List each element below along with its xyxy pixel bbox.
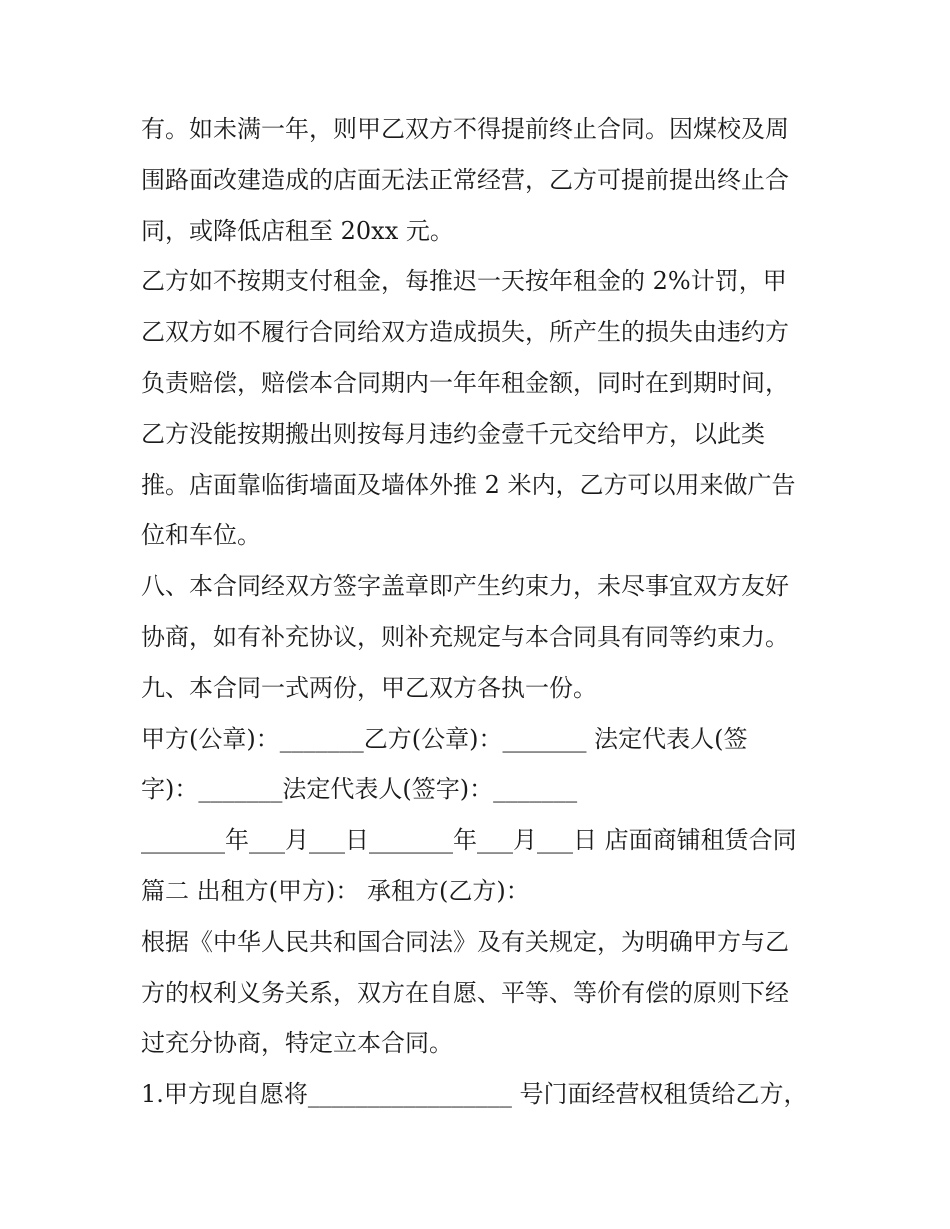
text-line: 推。店面靠临街墙面及墙体外推 2 米内，乙方可以用来做广告 — [141, 470, 796, 499]
clause-1-line: 1.甲方现自愿将_________________ 号门面经营权租赁给乙方， — [141, 1080, 808, 1109]
text-line: 乙双方如不履行合同给双方造成损失，所产生的损失由违约方 — [141, 318, 789, 347]
signature-line: 字)：_______法定代表人(签字)：_______ — [141, 775, 578, 804]
signature-line: 甲方(公章)：_______乙方(公章)：_______ 法定代表人(签 — [141, 724, 748, 753]
text-line: 围路面改建造成的店面无法正常经营，乙方可提前提出终止合 — [141, 165, 789, 194]
clause-8-line: 八、本合同经双方签字盖章即产生约束力，未尽事宜双方友好 — [141, 572, 789, 601]
text-line: 同，或降低店租至 20xx 元。 — [141, 216, 454, 245]
text-line: 协商，如有补充协议，则补充规定与本合同具有同等约束力。 — [141, 622, 789, 651]
document-body — [141, 104, 821, 1120]
clause-9-line: 九、本合同一式两份，甲乙双方各执一份。 — [141, 673, 597, 702]
text-line: 位和车位。 — [141, 521, 261, 550]
section-heading: 篇二 出租方(甲方)： 承租方(乙方)： — [141, 876, 530, 905]
text-line: 负责赔偿，赔偿本合同期内一年年租金额，同时在到期时间， — [141, 368, 789, 397]
text-line: 根据《中华人民共和国合同法》及有关规定，为明确甲方与乙 — [141, 927, 789, 956]
text-line: 方的权利义务关系，双方在自愿、平等、等价有偿的原则下经 — [141, 978, 789, 1007]
text-line: 有。如未满一年，则甲乙双方不得提前终止合同。因煤校及周 — [141, 115, 789, 143]
date-line: _______年___月___日_______年___月___日 店面商铺租赁合同 — [141, 826, 797, 855]
text-line: 过充分协商，特定立本合同。 — [141, 1029, 453, 1058]
text-line: 乙方没能按期搬出则按每月违约金壹千元交给甲方，以此类 — [141, 419, 765, 448]
text-line: 乙方如不按期支付租金，每推迟一天按年租金的 2%计罚，甲 — [141, 267, 787, 296]
